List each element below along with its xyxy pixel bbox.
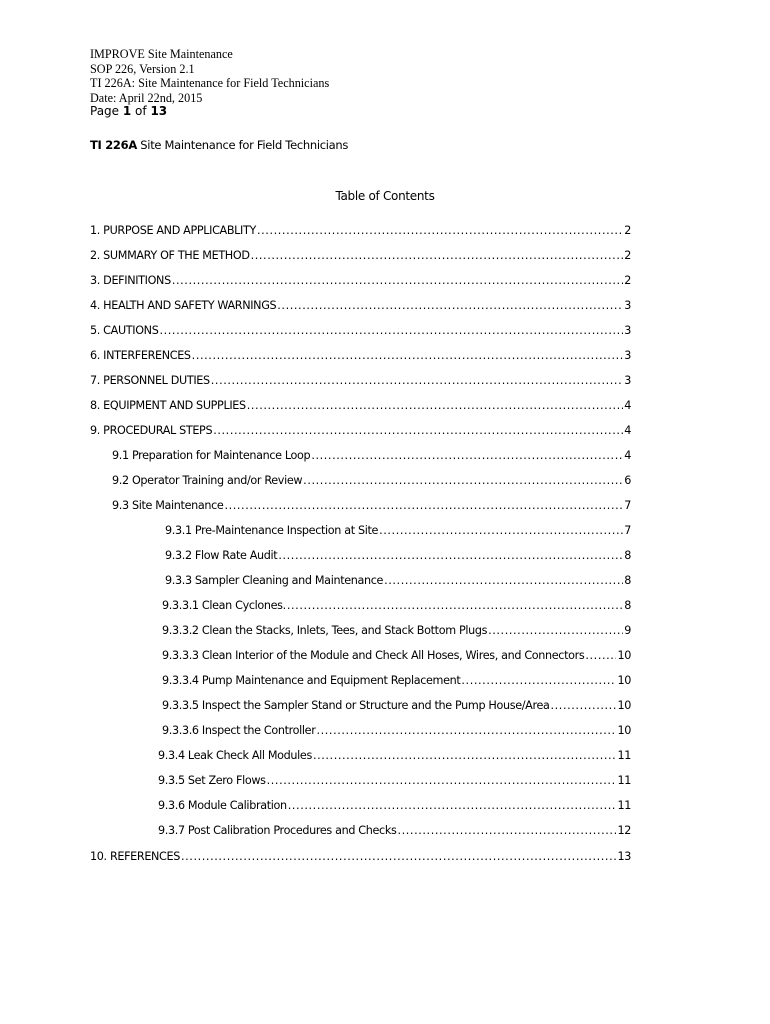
toc-heading: Table of Contents [335,189,435,203]
toc-entry[interactable] [90,423,631,439]
toc-leader-dots [551,698,617,714]
toc-entry-page: 10 [617,699,631,712]
toc-entry-label: 9.3.3.4 Pump Maintenance and Equipment Replacement [162,674,461,687]
toc-entry-page: 10 [617,674,631,687]
toc-entry-page: 4 [624,399,631,412]
toc-leader-dots [379,523,623,539]
toc-entry-page: 3 [624,374,631,387]
header-line-ti: TI 226A: Site Maintenance for Field Technicians [90,76,330,90]
toc-entry[interactable] [112,498,631,514]
toc-leader-dots [159,323,623,339]
toc-entry-label: 1. PURPOSE AND APPLICABLITY [90,224,256,237]
toc-entry[interactable] [90,348,631,364]
toc-entry-page: 9 [624,624,631,637]
toc-leader-dots [288,798,617,814]
toc-leader-dots [172,273,623,289]
toc-entry[interactable] [112,448,631,464]
toc-leader-dots [316,723,616,739]
toc-entry[interactable] [90,373,631,389]
toc-entry-page: 3 [624,324,631,337]
toc-entry-label: 5. CAUTIONS [90,324,159,337]
toc-leader-dots [251,248,624,264]
document-title-text: Site Maintenance for Field Technicians [136,138,349,152]
toc-entry-label: 9.3.2 Flow Rate Audit [165,549,278,562]
toc-leader-dots [211,373,623,389]
toc-entry-label: 9.3.3.3 Clean Interior of the Module and Check All Hoses, Wires, and Connectors [162,649,585,662]
header-line-sop: SOP 226, Version 2.1 [90,61,195,76]
header-line-date: Date: April 22nd, 2015 [90,90,203,105]
toc-entry-page: 8 [624,599,631,612]
toc-entry-label: 9.3.7 Post Calibration Procedures and Checks [158,824,397,837]
toc-entry-page: 8 [624,574,631,587]
toc-entry-page: 11 [617,749,631,762]
page-number-prefix: Page [90,104,123,118]
document-title-code: TI 226A [90,138,137,152]
page-number [90,104,167,118]
toc-leader-dots [397,823,616,839]
toc-entry-label: 9.3.4 Leak Check All Modules [158,749,312,762]
toc-entry-label: 3. DEFINITIONS [90,274,171,287]
toc-entry[interactable] [162,598,631,614]
toc-entry[interactable] [90,248,631,264]
toc-leader-dots [192,348,624,364]
toc-entry-page: 11 [617,774,631,787]
toc-entry-label: 6. INTERFERENCES [90,349,191,362]
toc-entry-page: 13 [617,850,631,863]
toc-entry-label: 9.3.3.2 Clean the Stacks, Inlets, Tees, and Stack Bottom Plugs [162,624,488,637]
toc-entry[interactable] [158,798,631,814]
toc-entry-page: 6 [624,474,631,487]
toc-entry-label: 9.3.3.5 Inspect the Sampler Stand or Structure and the Pump House/Area [162,699,550,712]
header-line-program: IMPROVE Site Maintenance [90,47,233,61]
toc-entry[interactable] [165,573,631,589]
toc-entry-page: 3 [624,299,631,312]
page-number-total: 13 [150,104,168,118]
toc-entry-label: 9.3.5 Set Zero Flows [158,774,266,787]
toc-leader-dots [257,223,623,239]
toc-entry-label: 9. PROCEDURAL STEPS [90,424,213,437]
toc-entry[interactable] [90,223,631,239]
toc-entry-page: 8 [624,549,631,562]
toc-entry-page: 11 [617,799,631,812]
toc-entry-label: 9.3.3.1 Clean Cyclones. [162,599,286,612]
document-header [90,47,329,105]
toc-leader-dots [247,398,623,414]
toc-entry-page: 10 [617,724,631,737]
toc-entry-page: 2 [624,249,631,262]
toc-entry[interactable] [90,273,631,289]
toc-entry[interactable] [158,773,631,789]
toc-entry[interactable] [162,623,631,639]
toc-entry[interactable] [158,823,631,839]
toc-entry-label: 9.3.3.6 Inspect the Controller [162,724,316,737]
toc-entry-label: 9.3.3 Sampler Cleaning and Maintenance [165,574,384,587]
toc-entry-page: 7 [624,524,631,537]
toc-entry-label: 9.3.6 Module Calibration [158,799,287,812]
toc-leader-dots [287,598,623,614]
toc-entry-page: 4 [624,424,631,437]
toc-leader-dots [384,573,623,589]
toc-entry-page: 12 [617,824,631,837]
toc-entry-label: 10. REFERENCES [90,850,180,863]
toc-entry[interactable] [162,673,631,689]
toc-entry-page: 10 [617,649,631,662]
toc-entry-page: 4 [624,449,631,462]
toc-entry-label: 9.3.1 Pre-Maintenance Inspection at Site [165,524,379,537]
toc-entry[interactable] [112,473,631,489]
toc-entry-label: 2. SUMMARY OF THE METHOD [90,249,250,262]
toc-leader-dots [213,423,623,439]
toc-entry[interactable] [90,849,631,865]
toc-entry-label: 9.3 Site Maintenance [112,499,224,512]
toc-entry-label: 9.2 Operator Training and/or Review [112,474,303,487]
toc-leader-dots [461,673,616,689]
toc-leader-dots [303,473,623,489]
toc-leader-dots [585,648,616,664]
toc-entry-label: 7. PERSONNEL DUTIES [90,374,210,387]
toc-entry[interactable] [162,698,631,714]
toc-leader-dots [224,498,623,514]
toc-leader-dots [278,548,623,564]
document-title [90,138,348,152]
toc-leader-dots [277,298,623,314]
page-number-current: 1 [122,104,132,118]
page-number-of: of [131,104,151,118]
toc-entry[interactable] [162,648,631,664]
toc-entry[interactable] [165,523,631,539]
toc-entry[interactable] [162,723,631,739]
toc-entry-label: 9.1 Preparation for Maintenance Loop [112,449,311,462]
toc-leader-dots [313,748,617,764]
toc-entry-page: 7 [624,499,631,512]
toc-entry[interactable] [165,548,631,564]
toc-entry-page: 3 [624,349,631,362]
toc-entry-page: 2 [624,224,631,237]
toc-entry[interactable] [90,298,631,314]
toc-entry[interactable] [158,748,631,764]
toc-entry-page: 2 [624,274,631,287]
toc-leader-dots [311,448,623,464]
toc-leader-dots [267,773,617,789]
toc-entry-label: 4. HEALTH AND SAFETY WARNINGS [90,299,277,312]
toc-leader-dots [181,849,616,865]
toc-entry[interactable] [90,398,631,414]
toc-leader-dots [488,623,623,639]
toc-entry-label: 8. EQUIPMENT AND SUPPLIES [90,399,246,412]
toc-entry[interactable] [90,323,631,339]
